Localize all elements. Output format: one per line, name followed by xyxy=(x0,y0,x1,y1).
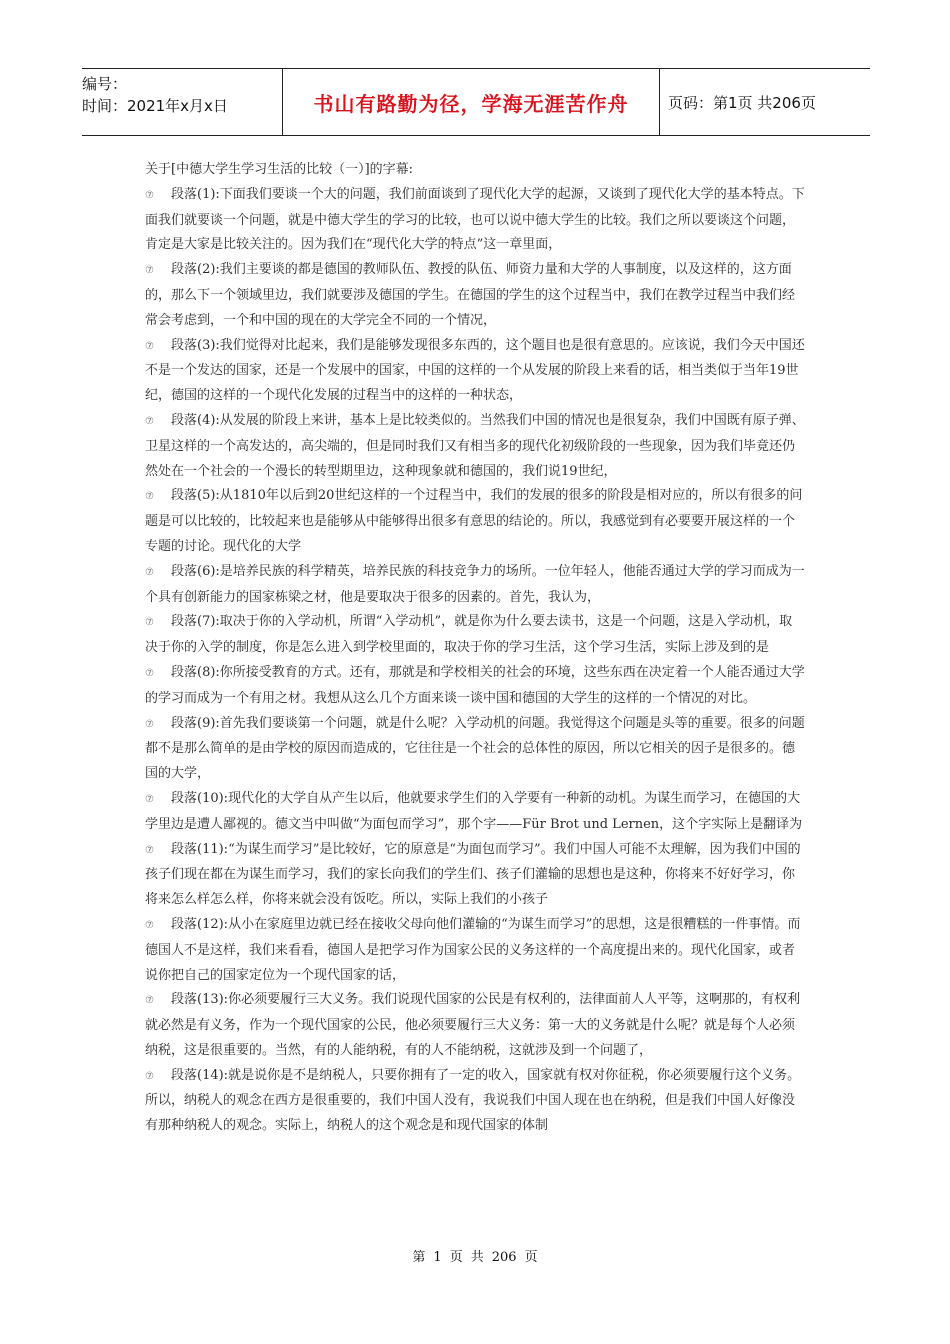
footer-text: 页 xyxy=(524,1250,538,1265)
bullet-icon: ⑦ xyxy=(145,995,154,1007)
paragraph-text: 段落(7):取决于你的入学动机，所谓“入学动机”，就是你为什么要去读书，这是一个问题，这是入学动机，取决于你的入学的制度，你是怎么进入到学校里面的，取决于你的学习生活，这个学习生活，实际上涉及到的是 xyxy=(145,614,793,656)
bullet-icon: ⑦ xyxy=(145,718,154,730)
paragraph-text: 段落(6):是培养民族的科学精英，培养民族的科技竞争力的场所。一位年轻人，他能否通过大学的学习而成为一个具有创新能力的国家栋梁之材，他是要取决于很多的因素的。首先，我认为， xyxy=(145,563,805,605)
header-motto: 书山有路勤为径，学海无涯苦作舟 xyxy=(282,69,660,135)
paragraph xyxy=(145,484,805,559)
paragraph-text: 段落(12):从小在家庭里边就已经在接收父母向他们灌输的“为谋生而学习”的思想，这是很糟糕的一件事情。而德国人不是这样，我们来看看，德国人是把学习作为国家公民的义务这样的一个高度提出来的。现代化国家，或者说你把自己的国家定位为一个现代国家的话， xyxy=(145,916,801,983)
bullet-icon: ⑦ xyxy=(145,189,154,201)
page-footer xyxy=(0,1246,950,1265)
header-meta xyxy=(82,69,282,135)
bullet-icon: ⑦ xyxy=(145,667,154,679)
bullet-icon: ⑦ xyxy=(145,844,154,856)
footer-text: 共 xyxy=(470,1250,484,1265)
paragraph xyxy=(145,1064,805,1139)
bullet-icon: ⑦ xyxy=(145,919,154,931)
paragraph xyxy=(145,183,805,258)
bullet-icon: ⑦ xyxy=(145,265,154,277)
paragraph xyxy=(145,838,805,913)
paragraph xyxy=(145,913,805,988)
time-label: 时间：2021年x月x日 xyxy=(82,97,228,115)
paragraph-text: 段落(14):就是说你是不是纳税人，只要你拥有了一定的收入，国家就有权对你征税，你必须要履行这个义务。所以，纳税人的观念在西方是很重要的，我们中国人没有，我说我们中国人现在也在纳税，但是我们中国人好像没有那种纳税人的观念。实际上，纳税人的这个观念是和现代国家的体制 xyxy=(145,1067,801,1134)
bullet-icon: ⑦ xyxy=(145,340,154,352)
page-header xyxy=(82,68,870,136)
bullet-icon: ⑦ xyxy=(145,415,154,427)
footer-page-number: 1 xyxy=(433,1250,442,1265)
footer-text: 第 xyxy=(412,1250,426,1265)
paragraph xyxy=(145,661,805,712)
bullet-icon: ⑦ xyxy=(145,617,154,629)
document-body xyxy=(145,158,805,1139)
number-label: 编号： xyxy=(82,75,128,93)
paragraph xyxy=(145,610,805,661)
bullet-icon: ⑦ xyxy=(145,793,154,805)
paragraph-text: 段落(1):下面我们要谈一个大的问题，我们前面谈到了现代化大学的起源，又谈到了现代化大学的基本特点。下面我们就要谈一个问题，就是中德大学生的学习的比较，也可以说中德大学生的比较。我们之所以要谈这个问题，肯定是大家是比较关注的。因为我们在“现代化大学的特点”这一章里面， xyxy=(145,186,805,253)
paragraph xyxy=(145,258,805,333)
paragraph xyxy=(145,787,805,838)
bullet-icon: ⑦ xyxy=(145,491,154,503)
paragraph-text: 段落(5):从1810年以后到20世纪这样的一个过程当中，我们的发展的很多的阶段是相对应的，所以有很多的问题是可以比较的，比较起来也是能够从中能够得出很多有意思的结论的。所以，我感觉到有必要要开展这样的一个专题的讨论。现代化的大学 xyxy=(145,488,803,554)
paragraph-text: 段落(8):你所接受教育的方式。还有，那就是和学校相关的社会的环境，这些东西在决定着一个人能否通过大学的学习而成为一个有用之材。我想从这么几个方面来谈一谈中国和德国的大学生的这样的一个情况的对比。 xyxy=(145,664,805,706)
paragraph xyxy=(145,334,805,409)
paragraph xyxy=(145,712,805,787)
paragraph-text: 段落(11):“为谋生而学习”是比较好，它的原意是“为面包而学习”。我们中国人可能不太理解，因为我们中国的孩子们现在都在为谋生而学习，我们的家长向我们的学生们、孩子们灌输的思想也是这种，你将来不好好学习，你将来怎么样怎么样，你将来就会没有饭吃。所以，实际上我们的小孩子 xyxy=(145,841,801,908)
paragraph xyxy=(145,988,805,1063)
paragraph-text: 段落(3):我们觉得对比起来，我们是能够发现很多东西的，这个题目也是很有意思的。应该说，我们今天中国还不是一个发达的国家，还是一个发展中的国家，中国的这样的一个从发展的阶段上来看的话，相当类似于当年19世纪，德国的这样的一个现代化发展的过程当中的这样的一种状态， xyxy=(145,337,805,404)
paragraph xyxy=(145,409,805,484)
paragraph-text: 段落(4):从发展的阶段上来讲，基本上是比较类似的。当然我们中国的情况也是很复杂，我们中国既有原子弹、卫星这样的一个高发达的，高尖端的，但是同时我们又有相当多的现代化初级阶段的一些现象，因为我们毕竟还仍然处在一个社会的一个漫长的转型期里边，这种现象就和德国的，我们说19世纪， xyxy=(145,412,805,479)
paragraph xyxy=(145,560,805,611)
paragraph-text: 段落(9):首先我们要谈第一个问题，就是什么呢？入学动机的问题。我觉得这个问题是头等的重要。很多的问题都不是那么简单的是由学校的原因而造成的，它往往是一个社会的总体性的原因，所以它相关的因子是很多的。德国的大学， xyxy=(145,715,805,782)
bullet-icon: ⑦ xyxy=(145,1070,154,1082)
paragraph-text: 段落(13):你必须要履行三大义务。我们说现代国家的公民是有权利的，法律面前人人平等，这啊那的，有权利就必然是有义务，作为一个现代国家的公民，他必须要履行三大义务：第一大的义务就是什么呢？就是每个人必须纳税，这是很重要的。当然，有的人能纳税，有的人不能纳税，这就涉及到一个问题了， xyxy=(145,992,801,1058)
bullet-icon: ⑦ xyxy=(145,566,154,578)
paragraph-text: 段落(2):我们主要谈的都是德国的教师队伍、教授的队伍、师资力量和大学的人事制度，以及这样的，这方面的，那么下一个领域里边，我们就要涉及德国的学生。在德国的学生的这个过程当中，我们在教学过程当中我们经常会考虑到，一个和中国的现在的大学完全不同的一个情况， xyxy=(145,262,796,328)
intro-line: 关于[中德大学生学习生活的比较（一）]的字幕: xyxy=(145,162,414,177)
header-page-label: 页码：第1页 共206页 xyxy=(668,93,816,112)
footer-text: 页 xyxy=(449,1250,463,1265)
paragraph-list xyxy=(145,183,805,1139)
footer-total-pages: 206 xyxy=(491,1250,517,1265)
paragraph-text: 段落(10):现代化的大学自从产生以后，他就要求学生们的入学要有一种新的动机。为谋生而学习，在德国的大学里边是遭人鄙视的。德文当中叫做“为面包而学习”，那个字——Für Brot und Lernen，这个字实际上是翻译为 xyxy=(145,790,803,832)
